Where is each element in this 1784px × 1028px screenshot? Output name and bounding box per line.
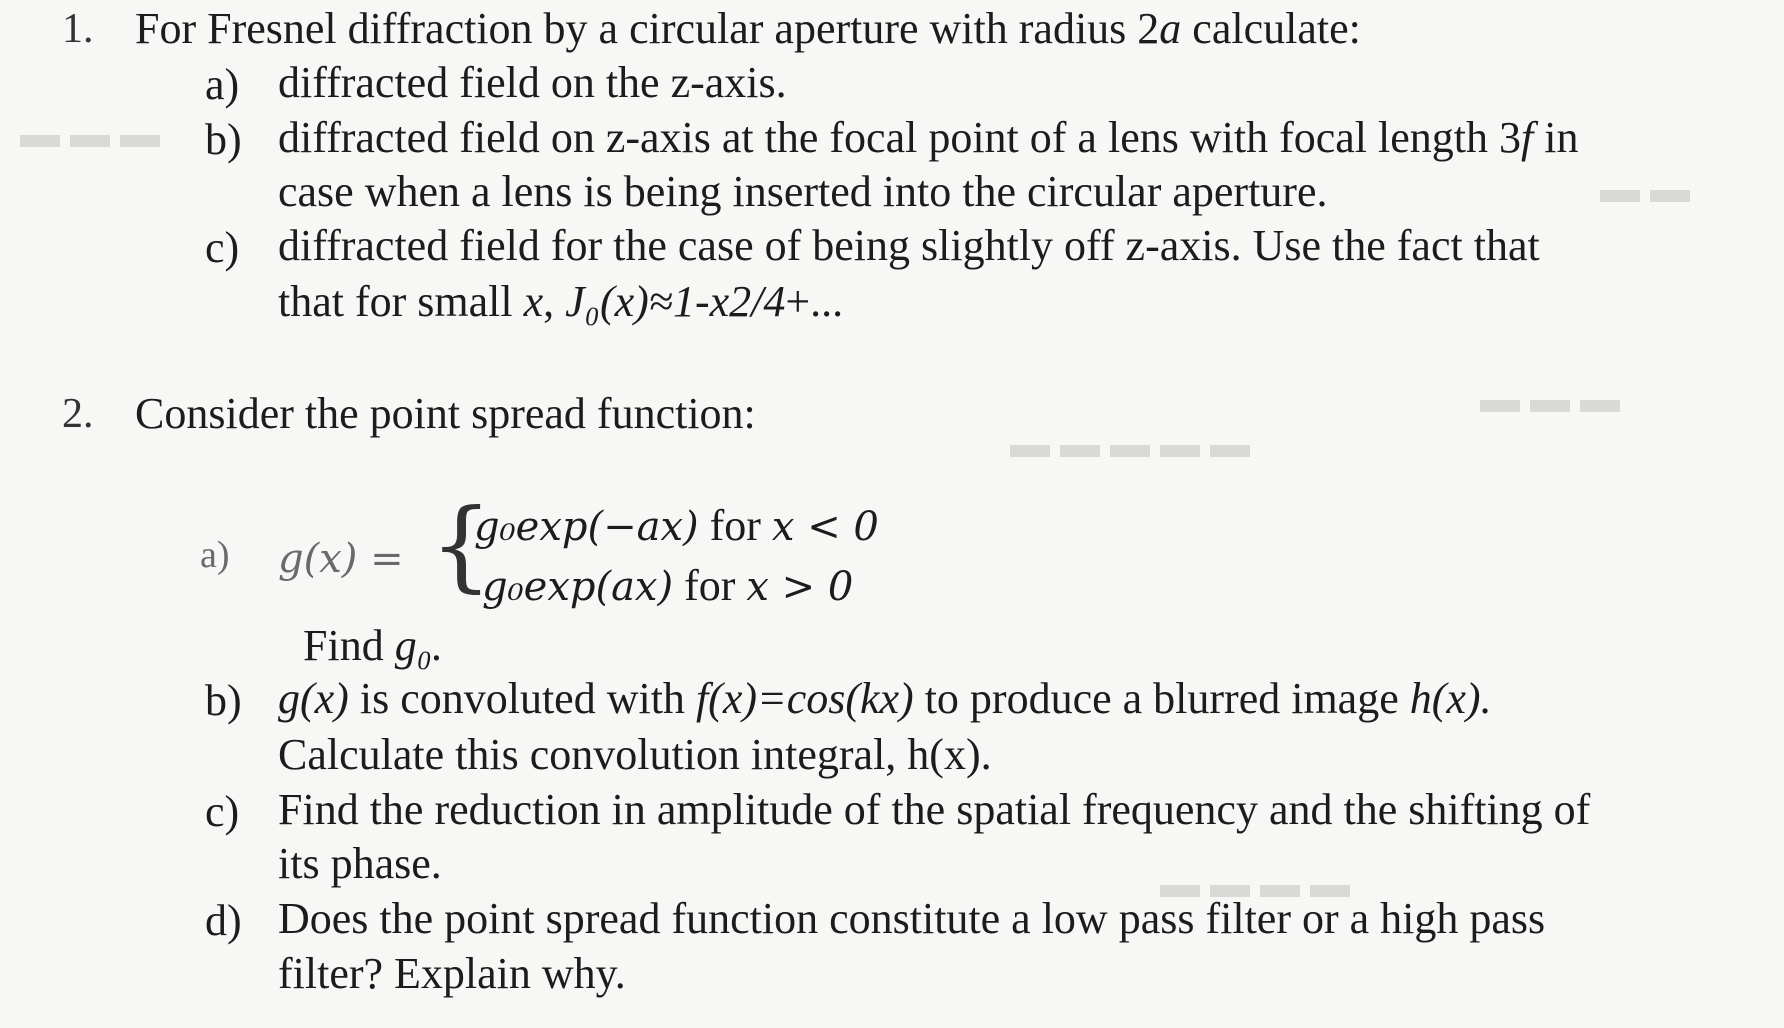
q1-part-c-line2: that for small x, J₀(x)≈1-x2/4+...: [278, 277, 844, 326]
q2-part-c-line1: Find the reduction in amplitude of the spatial frequency and the shifting of: [278, 785, 1591, 834]
q2-part-d-line2: filter? Explain why.: [278, 949, 626, 998]
q1-part-a-text: diffracted field on the z-axis.: [278, 58, 787, 107]
bleed-through-mark: ▬ ▬: [1600, 166, 1690, 211]
q2-part-d-label: d): [205, 896, 242, 945]
q2-part-b-label: b): [205, 676, 242, 725]
q1-part-c-line1: diffracted field for the case of being slightly off z-axis. Use the fact that: [278, 221, 1540, 270]
q1-part-b-line1: diffracted field on z-axis at the focal point of a lens with focal length 3f in: [278, 113, 1579, 162]
bleed-through-mark: ▬ ▬ ▬ ▬ ▬: [1010, 421, 1250, 466]
q1-part-c-label: c): [205, 223, 240, 272]
piecewise-brace: {: [430, 489, 493, 603]
q2-part-c-label: c): [205, 787, 240, 836]
q1-part-a-label: a): [205, 60, 240, 109]
psf-case-negative-x: g₀exp(−ax) for x < 0: [474, 501, 879, 550]
q2-part-a-find: Find g₀.: [303, 621, 443, 670]
q1-part-b-line2: case when a lens is being inserted into the circular aperture.: [278, 167, 1328, 216]
question-2-number: 2.: [62, 391, 94, 437]
psf-definition-lhs: g(x) =: [278, 536, 404, 582]
bleed-through-mark: ▬ ▬ ▬ ▬: [1160, 861, 1350, 906]
q2-part-a-label: a): [200, 534, 230, 576]
bleed-through-mark: ▬ ▬ ▬: [1480, 376, 1620, 421]
question-1-stem: For Fresnel diffraction by a circular aperture with radius 2a calculate:: [135, 4, 1361, 53]
q1-part-b-label: b): [205, 115, 242, 164]
q2-part-d-line1: Does the point spread function constitute a low pass filter or a high pass: [278, 894, 1546, 943]
q2-part-b-line1: g(x) is convoluted with f(x)=cos(kx) to produce a blurred image h(x).: [278, 674, 1492, 723]
q2-part-c-line2: its phase.: [278, 839, 442, 888]
question-1-number: 1.: [62, 6, 94, 52]
bleed-through-mark: ▬ ▬ ▬: [20, 111, 160, 156]
psf-case-positive-x: g₀exp(ax) for x > 0: [482, 561, 854, 610]
question-2-stem: Consider the point spread function:: [135, 389, 756, 438]
q2-part-b-line2: Calculate this convolution integral, h(x).: [278, 730, 992, 779]
